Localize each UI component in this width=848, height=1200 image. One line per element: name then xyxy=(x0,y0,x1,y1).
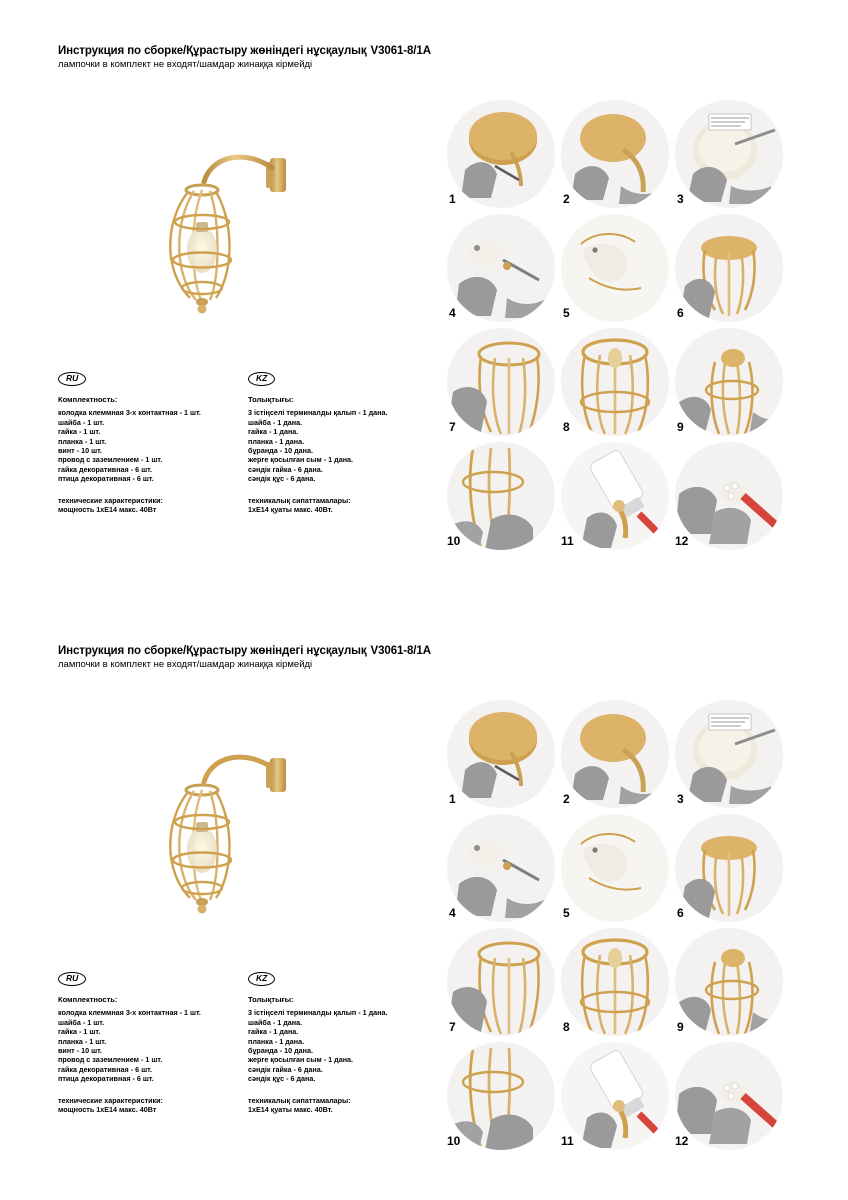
product-illustration-1 xyxy=(120,110,380,340)
spec-list-kz xyxy=(248,1008,448,1083)
step-photo xyxy=(561,328,669,436)
spec-item: сәндік гайка - 6 дана. xyxy=(248,464,323,474)
step-number: 3 xyxy=(677,792,684,806)
step-number: 11 xyxy=(561,534,574,548)
lang-badge-ru: RU xyxy=(58,372,86,386)
step-photo xyxy=(447,1042,555,1150)
sheet-2-header xyxy=(58,645,578,670)
step-photo xyxy=(675,100,783,208)
spec-item: гайка - 1 шт. xyxy=(58,427,101,437)
spec-item: колодка клеммная 3-х контактная - 1 шт. xyxy=(58,1008,201,1018)
step-9 xyxy=(675,328,783,436)
step-number: 3 xyxy=(677,192,684,206)
step-12 xyxy=(675,442,783,550)
spec-tech-value: мощность 1хЕ14 макс. 40Вт xyxy=(58,1105,157,1114)
wall-lamp-drawing xyxy=(120,110,380,340)
spec-item: жерге қосылған сым - 1 дана. xyxy=(248,455,354,465)
step-7 xyxy=(447,328,555,436)
step-3 xyxy=(675,700,783,808)
step-photo xyxy=(447,328,555,436)
spec-list-ru xyxy=(58,408,248,483)
spec-tech-heading: технические характеристики: xyxy=(58,1095,163,1105)
step-photo xyxy=(561,700,669,808)
spec-item: шайба - 1 дана. xyxy=(248,417,303,427)
step-photo xyxy=(675,328,783,436)
step-12 xyxy=(675,1042,783,1150)
step-number: 2 xyxy=(563,792,570,806)
spec-item: гайка декоративная - 6 шт. xyxy=(58,464,152,474)
page-title-text: Инструкция по сборке/Құрастыру жөніндегі нұсқаулық xyxy=(58,45,367,57)
step-number: 8 xyxy=(563,1020,570,1034)
spec-item: планка - 1 дана. xyxy=(248,1036,305,1046)
step-10 xyxy=(447,442,555,550)
spec-heading-ru: Комплектность: xyxy=(58,395,118,405)
step-photo xyxy=(675,928,783,1036)
spec-item: гайка - 1 шт. xyxy=(58,1027,101,1037)
step-3 xyxy=(675,100,783,208)
step-number: 1 xyxy=(449,792,456,806)
sheet-1-header xyxy=(58,45,578,70)
spec-item: колодка клеммная 3-х контактная - 1 шт. xyxy=(58,408,201,418)
spec-item: 3 істіңселі терминалды қалып - 1 дана. xyxy=(248,408,388,418)
instruction-sheet-2 xyxy=(0,600,848,1200)
page-title xyxy=(58,45,578,57)
product-illustration-2 xyxy=(120,710,380,940)
spec-heading-kz: Толықтығы: xyxy=(248,395,294,405)
spec-item: птица декоративная - 6 шт. xyxy=(58,474,154,484)
spec-heading-kz: Толықтығы: xyxy=(248,995,294,1005)
step-number: 11 xyxy=(561,1134,574,1148)
step-photo xyxy=(447,700,555,808)
step-photo xyxy=(447,100,555,208)
spec-item: шайба - 1 дана. xyxy=(248,1017,303,1027)
page-title-text: Инструкция по сборке/Құрастыру жөніндегі нұсқаулық xyxy=(58,645,367,657)
step-1 xyxy=(447,700,555,808)
spec-tech-ru xyxy=(58,1096,248,1115)
spec-tech-kz xyxy=(248,1096,448,1115)
step-number: 7 xyxy=(449,420,456,434)
spec-tech-value: 1хЕ14 қуаты макс. 40Вт. xyxy=(248,505,333,514)
wall-lamp-drawing xyxy=(120,710,380,940)
spec-tech-heading: техникалық сипаттамалары: xyxy=(248,495,351,505)
step-number: 1 xyxy=(449,192,456,206)
step-photo xyxy=(561,1042,669,1150)
step-7 xyxy=(447,928,555,1036)
model-code: V3061-8/1A xyxy=(370,645,431,657)
spec-tech-kz xyxy=(248,496,448,515)
spec-item: птица декоративная - 6 шт. xyxy=(58,1074,154,1084)
step-number: 4 xyxy=(449,906,456,920)
step-photo xyxy=(675,814,783,922)
step-number: 6 xyxy=(677,906,684,920)
lang-badge-kz: KZ xyxy=(248,972,275,986)
step-photo xyxy=(675,442,783,550)
spec-item: 3 істіңселі терминалды қалып - 1 дана. xyxy=(248,1008,388,1018)
step-photo xyxy=(561,928,669,1036)
step-5 xyxy=(561,214,669,322)
spec-item: винт - 10 шт. xyxy=(58,1045,102,1055)
step-4 xyxy=(447,814,555,922)
spec-column-kz-2 xyxy=(248,968,448,1114)
spec-list-ru xyxy=(58,1008,248,1083)
step-number: 5 xyxy=(563,306,570,320)
step-photo xyxy=(447,214,555,322)
step-1 xyxy=(447,100,555,208)
spec-column-kz-1 xyxy=(248,368,448,514)
step-4 xyxy=(447,214,555,322)
step-2 xyxy=(561,700,669,808)
step-photo xyxy=(675,700,783,808)
step-10 xyxy=(447,1042,555,1150)
spec-item: шайба - 1 шт. xyxy=(58,1017,105,1027)
spec-heading-ru: Комплектность: xyxy=(58,995,118,1005)
spec-tech-heading: технические характеристики: xyxy=(58,495,163,505)
step-number: 6 xyxy=(677,306,684,320)
spec-item: винт - 10 шт. xyxy=(58,445,102,455)
step-photo xyxy=(675,214,783,322)
assembly-steps-1 xyxy=(447,100,787,555)
step-photo xyxy=(447,928,555,1036)
spec-item: шайба - 1 шт. xyxy=(58,417,105,427)
step-number: 8 xyxy=(563,420,570,434)
step-photo xyxy=(561,442,669,550)
spec-tech-value: 1хЕ14 қуаты макс. 40Вт. xyxy=(248,1105,333,1114)
spec-column-ru-2 xyxy=(58,968,248,1114)
step-number: 9 xyxy=(677,1020,684,1034)
step-6 xyxy=(675,814,783,922)
step-number: 5 xyxy=(563,906,570,920)
spec-item: провод с заземлением - 1 шт. xyxy=(58,455,163,465)
lang-badge-ru: RU xyxy=(58,972,86,986)
page-title xyxy=(58,645,578,657)
page-subtitle: лампочки в комплект не входят/шамдар жинаққа кірмейді xyxy=(58,659,313,670)
step-number: 9 xyxy=(677,420,684,434)
spec-tech-ru xyxy=(58,496,248,515)
step-11 xyxy=(561,1042,669,1150)
spec-column-ru-1 xyxy=(58,368,248,514)
step-6 xyxy=(675,214,783,322)
step-number: 2 xyxy=(563,192,570,206)
step-photo xyxy=(561,100,669,208)
spec-item: жерге қосылған сым - 1 дана. xyxy=(248,1055,354,1065)
page-subtitle: лампочки в комплект не входят/шамдар жинаққа кірмейді xyxy=(58,59,313,70)
step-2 xyxy=(561,100,669,208)
step-photo xyxy=(561,814,669,922)
spec-item: планка - 1 дана. xyxy=(248,436,305,446)
step-number: 10 xyxy=(447,1134,461,1148)
step-photo xyxy=(447,442,555,550)
spec-item: сәндік құс - 6 дана. xyxy=(248,1074,316,1084)
lang-badge-kz: KZ xyxy=(248,372,275,386)
step-photo xyxy=(675,1042,783,1150)
assembly-steps-2 xyxy=(447,700,787,1155)
spec-item: гайка - 1 дана. xyxy=(248,1027,299,1037)
step-9 xyxy=(675,928,783,1036)
step-number: 12 xyxy=(675,1134,689,1148)
spec-item: сәндік құс - 6 дана. xyxy=(248,474,316,484)
step-number: 4 xyxy=(449,306,456,320)
step-photo xyxy=(561,214,669,322)
step-number: 7 xyxy=(449,1020,456,1034)
spec-list-kz xyxy=(248,408,448,483)
step-5 xyxy=(561,814,669,922)
spec-item: сәндік гайка - 6 дана. xyxy=(248,1064,323,1074)
spec-item: гайка - 1 дана. xyxy=(248,427,299,437)
spec-tech-value: мощность 1хЕ14 макс. 40Вт xyxy=(58,505,157,514)
spec-item: бұранда - 10 дана. xyxy=(248,445,313,455)
spec-item: гайка декоративная - 6 шт. xyxy=(58,1064,152,1074)
spec-item: бұранда - 10 дана. xyxy=(248,1045,313,1055)
step-8 xyxy=(561,928,669,1036)
model-code: V3061-8/1A xyxy=(370,45,431,57)
step-number: 10 xyxy=(447,534,461,548)
spec-item: планка - 1 шт. xyxy=(58,1036,107,1046)
step-photo xyxy=(447,814,555,922)
step-8 xyxy=(561,328,669,436)
step-11 xyxy=(561,442,669,550)
step-number: 12 xyxy=(675,534,689,548)
spec-item: провод с заземлением - 1 шт. xyxy=(58,1055,163,1065)
spec-item: планка - 1 шт. xyxy=(58,436,107,446)
spec-tech-heading: техникалық сипаттамалары: xyxy=(248,1095,351,1105)
